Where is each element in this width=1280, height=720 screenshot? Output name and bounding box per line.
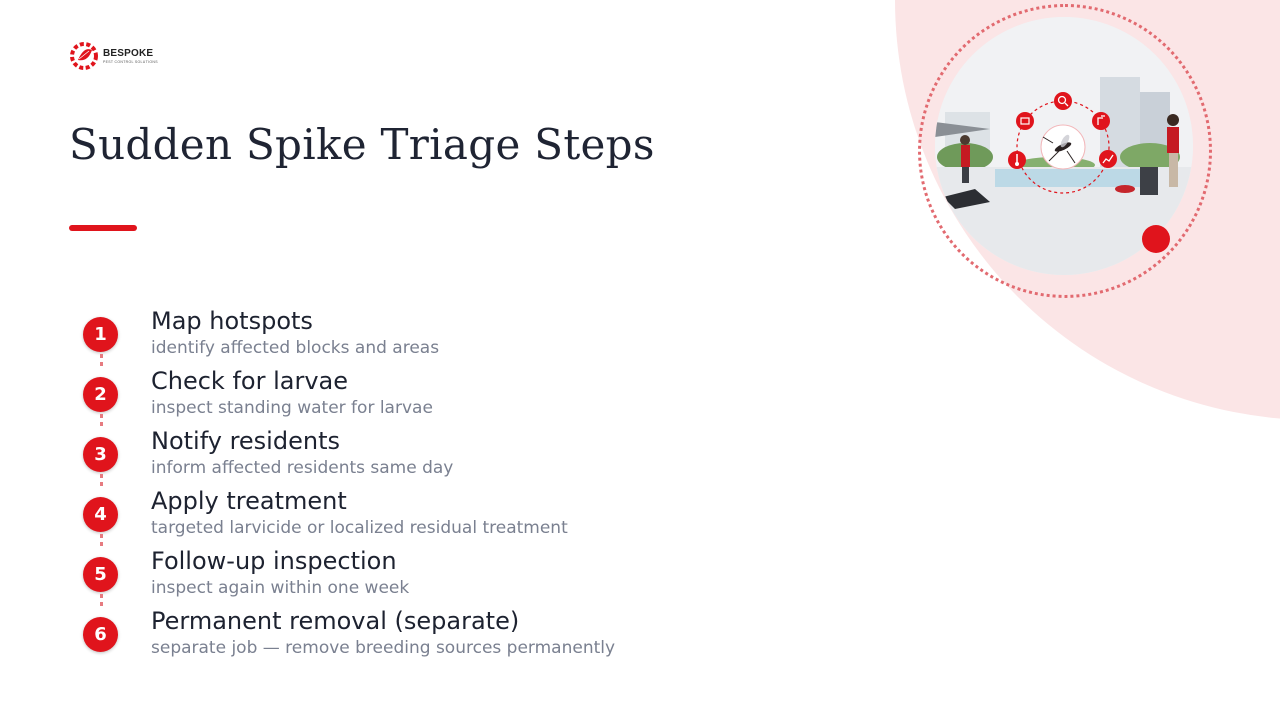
step-title: Apply treatment	[151, 487, 347, 515]
step-item	[0, 304, 700, 364]
bucket-icon	[1016, 112, 1034, 130]
step-title: Check for larvae	[151, 367, 349, 395]
step-item	[0, 484, 700, 544]
step-item	[0, 424, 700, 484]
step-number-badge: 6	[83, 617, 118, 652]
step-item	[0, 604, 700, 664]
step-number-badge: 4	[83, 497, 118, 532]
step-title: Permanent removal (separate)	[151, 607, 520, 635]
step-description: inspect again within one week	[151, 578, 410, 598]
step-title: Map hotspots	[151, 307, 313, 335]
step-item	[0, 544, 700, 604]
brand-tagline: PEST CONTROL SOLUTIONS	[103, 60, 158, 64]
step-number-badge: 1	[83, 317, 118, 352]
step-number-badge: 3	[83, 437, 118, 472]
step-description: inspect standing water for larvae	[151, 398, 433, 418]
magnifier-icon	[1054, 92, 1072, 110]
step-number-badge: 2	[83, 377, 118, 412]
step-item	[0, 364, 700, 424]
step-description: identify affected blocks and areas	[151, 338, 440, 358]
spray-icon	[1092, 112, 1110, 130]
accent-dot	[1142, 225, 1170, 253]
slide-title: Sudden Spike Triage Steps	[69, 120, 655, 169]
step-number-badge: 5	[83, 557, 118, 592]
thermometer-icon	[1008, 151, 1026, 169]
step-description: separate job — remove breeding sources permanently	[151, 638, 616, 658]
brand-logo	[68, 38, 168, 74]
brand-name: BESPOKE	[103, 48, 154, 59]
step-title: Notify residents	[151, 427, 340, 455]
gear-leaf-logo-icon	[68, 38, 100, 74]
step-title: Follow-up inspection	[151, 547, 397, 575]
step-description: inform affected residents same day	[151, 458, 454, 478]
title-underline	[69, 225, 137, 231]
step-description: targeted larvicide or localized residual treatment	[151, 518, 568, 538]
chart-icon	[1099, 150, 1117, 168]
